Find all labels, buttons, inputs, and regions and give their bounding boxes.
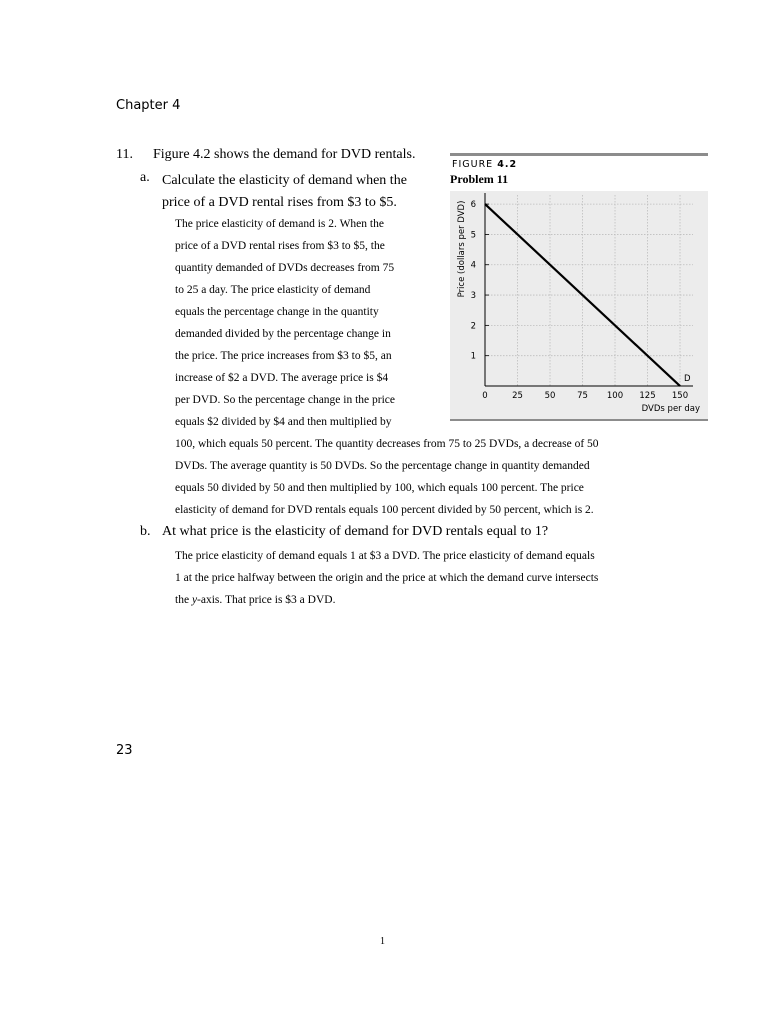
answer-line: DVDs. The average quantity is 50 DVDs. So the percentage change in quantity demanded xyxy=(175,460,590,472)
answer-line: equals $2 divided by $4 and then multiplied by xyxy=(175,416,392,428)
part-a-question-line: price of a DVD rental rises from $3 to $5. xyxy=(162,195,397,210)
x-axis-label: DVDs per day xyxy=(641,404,700,414)
part-b-question: At what price is the elasticity of demand for DVD rentals equal to 1? xyxy=(162,524,549,539)
x-tick-label: 150 xyxy=(671,391,689,401)
answer-line: increase of $2 a DVD. The average price is $4 xyxy=(175,372,389,384)
y-axis-variable: y xyxy=(191,594,198,606)
answer-line: the price. The price increases from $3 to $5, an xyxy=(175,350,392,362)
page-number-left: 23 xyxy=(116,743,133,758)
answer-line: equals 50 divided by 50 and then multiplied by 100, which equals 100 percent. The price xyxy=(175,482,584,494)
answer-line xyxy=(175,589,655,611)
plot-background xyxy=(450,191,708,419)
answer-line: 1 at the price halfway between the origin and the price at which the demand curve intersects xyxy=(175,572,599,584)
y-tick-label: 5 xyxy=(470,230,476,241)
answer-line: to 25 a day. The price elasticity of demand xyxy=(175,284,371,296)
part-b-letter: b. xyxy=(140,524,151,539)
x-tick-label: 125 xyxy=(639,391,656,401)
y-tick-label: 4 xyxy=(470,260,476,271)
y-tick-label: 3 xyxy=(470,291,476,302)
y-axis-label: Price (dollars per DVD) xyxy=(457,200,467,298)
chapter-heading: Chapter 4 xyxy=(116,98,181,113)
y-tick-label: 6 xyxy=(470,200,476,211)
part-b-answer xyxy=(175,545,655,611)
question-text: Figure 4.2 shows the demand for DVD rentals. xyxy=(153,147,416,162)
part-a-question xyxy=(162,170,422,214)
x-tick-label: 25 xyxy=(512,391,523,401)
page-number-footer: 1 xyxy=(380,936,385,947)
answer-text: -axis. That price is $3 a DVD. xyxy=(197,594,336,606)
figure-label: FIGURE 4.2 xyxy=(452,159,518,170)
answer-line: equals the percentage change in the quantity xyxy=(175,306,379,318)
y-tick-label: 2 xyxy=(470,321,476,332)
answer-line: The price elasticity of demand equals 1 at $3 a DVD. The price elasticity of demand equals xyxy=(175,550,595,562)
answer-line: demanded divided by the percentage change in xyxy=(175,328,391,340)
answer-line: elasticity of demand for DVD rentals equals 100 percent divided by 50 percent, which is 2. xyxy=(175,504,594,516)
answer-text: the xyxy=(175,594,192,606)
figure-top-rule xyxy=(450,153,708,156)
answer-line: price of a DVD rental rises from $3 to $5, the xyxy=(175,240,385,252)
figure-4-2 xyxy=(450,153,708,423)
figure-subtitle: Problem 11 xyxy=(450,172,509,186)
x-tick-label: 50 xyxy=(544,391,556,401)
x-tick-label: 0 xyxy=(482,391,488,401)
figure-bottom-rule xyxy=(450,419,708,421)
question-number: 11. xyxy=(116,147,133,162)
x-tick-label: 100 xyxy=(606,391,624,401)
part-a-letter: a. xyxy=(140,170,150,185)
part-a-question-line: Calculate the elasticity of demand when the xyxy=(162,173,407,188)
series-label-D: D xyxy=(684,374,691,384)
answer-line: per DVD. So the percentage change in the price xyxy=(175,394,396,406)
answer-line: 100, which equals 50 percent. The quantity decreases from 75 to 25 DVDs, a decrease of 50 xyxy=(175,438,599,450)
x-tick-label: 75 xyxy=(577,391,588,401)
y-tick-label: 1 xyxy=(470,351,476,362)
answer-line: The price elasticity of demand is 2. When the xyxy=(175,218,384,230)
answer-line: quantity demanded of DVDs decreases from 75 xyxy=(175,262,395,274)
